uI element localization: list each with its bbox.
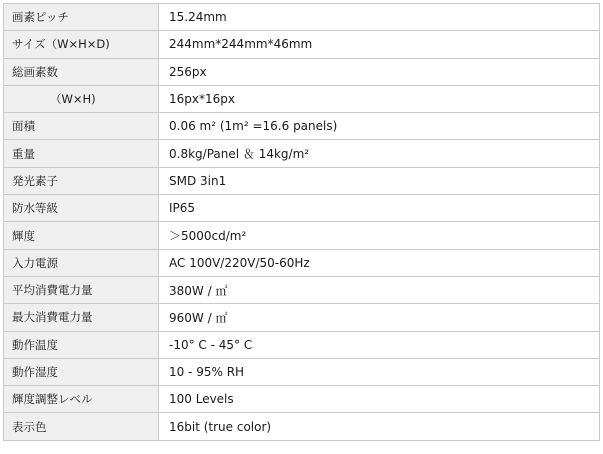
spec-row (4, 31, 600, 58)
spec-label: 防水等級 (4, 195, 159, 222)
spec-value: AC 100V/220V/50-60Hz (159, 249, 600, 276)
spec-row (4, 276, 600, 303)
spec-value: 16px*16px (159, 85, 600, 112)
spec-value: SMD 3in1 (159, 167, 600, 194)
spec-label: 輝度 (4, 222, 159, 249)
spec-table-body (4, 4, 600, 441)
spec-value: 256px (159, 58, 600, 85)
spec-row (4, 113, 600, 140)
spec-label: 発光素子 (4, 167, 159, 194)
spec-row (4, 249, 600, 276)
spec-label: 画素ピッチ (4, 4, 159, 31)
spec-row (4, 331, 600, 358)
spec-label: 重量 (4, 140, 159, 167)
spec-label: 入力電源 (4, 249, 159, 276)
spec-value: 10 - 95% RH (159, 358, 600, 385)
spec-value: 960W / ㎡ (159, 304, 600, 331)
spec-row (4, 413, 600, 440)
spec-row (4, 386, 600, 413)
spec-label: 輝度調整レベル (4, 386, 159, 413)
spec-table (3, 3, 600, 441)
spec-label: 動作温度 (4, 331, 159, 358)
spec-label: サイズ（W×H×D) (4, 31, 159, 58)
spec-row (4, 140, 600, 167)
spec-row (4, 167, 600, 194)
spec-row (4, 358, 600, 385)
spec-row (4, 58, 600, 85)
spec-label: 最大消費電力量 (4, 304, 159, 331)
spec-label: 表示色 (4, 413, 159, 440)
spec-value: 0.8kg/Panel ＆ 14kg/m² (159, 140, 600, 167)
spec-value: 244mm*244mm*46mm (159, 31, 600, 58)
spec-value: 380W / ㎡ (159, 276, 600, 303)
spec-value: -10° C - 45° C (159, 331, 600, 358)
spec-value: 100 Levels (159, 386, 600, 413)
spec-row (4, 195, 600, 222)
spec-row (4, 222, 600, 249)
spec-row (4, 85, 600, 112)
spec-value: IP65 (159, 195, 600, 222)
spec-value: 16bit (true color) (159, 413, 600, 440)
spec-row (4, 304, 600, 331)
spec-value: ＞5000cd/m² (159, 222, 600, 249)
spec-row (4, 4, 600, 31)
spec-label: 面積 (4, 113, 159, 140)
spec-value: 15.24mm (159, 4, 600, 31)
spec-label: 総画素数 (4, 58, 159, 85)
spec-value: 0.06 m² (1m² =16.6 panels) (159, 113, 600, 140)
spec-label: 動作湿度 (4, 358, 159, 385)
spec-label: 平均消費電力量 (4, 276, 159, 303)
spec-label: （W×H) (4, 85, 159, 112)
